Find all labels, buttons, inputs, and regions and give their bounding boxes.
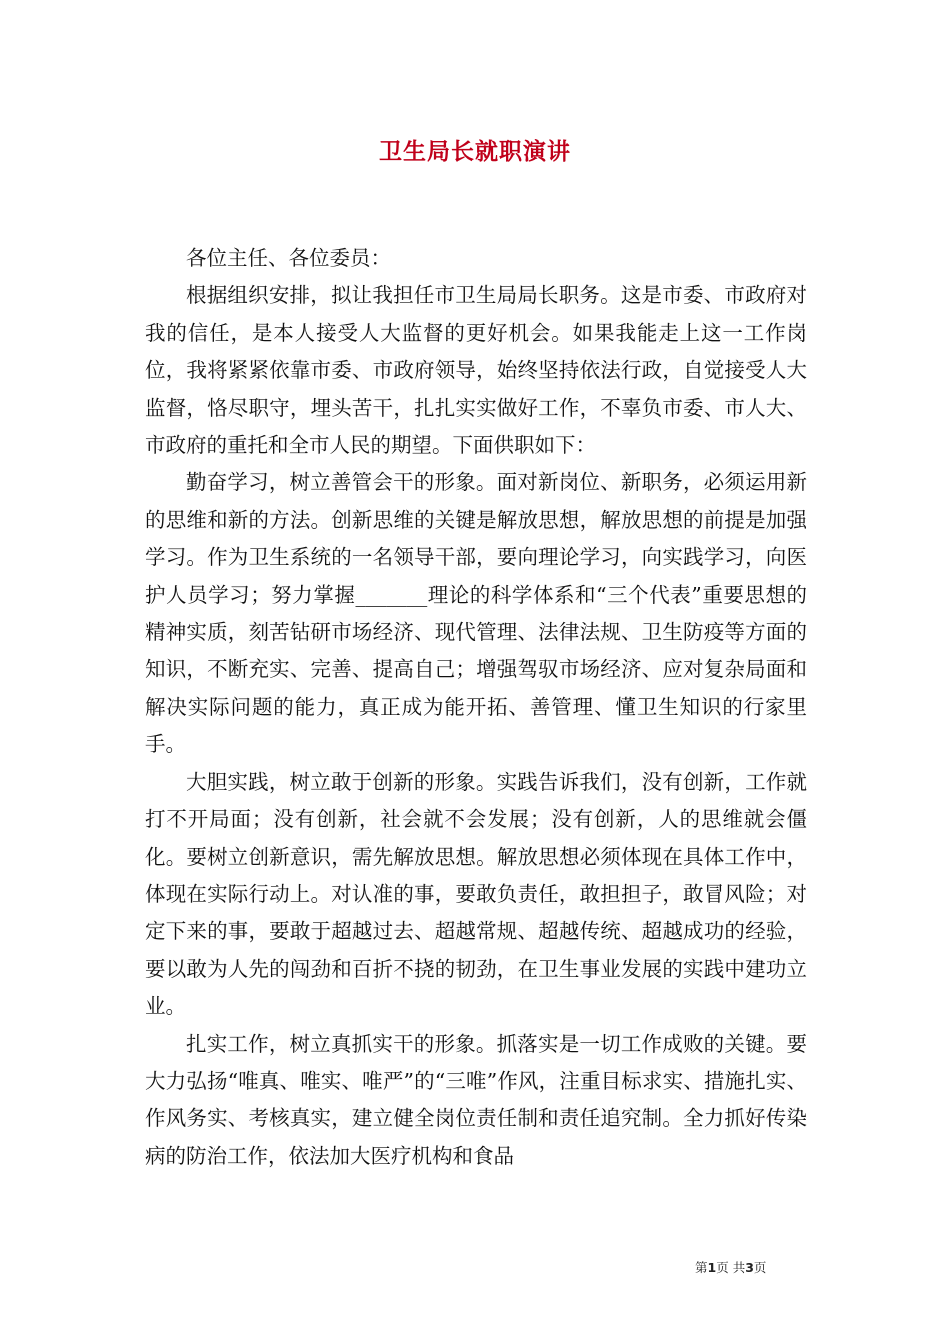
current-page-number: 1 [707, 1260, 717, 1275]
footer-suffix: 页 [753, 1260, 767, 1275]
page-number-footer [695, 1258, 815, 1276]
document-title: 卫生局长就职演讲 [379, 138, 571, 165]
salutation: 各位主任、各位委员： [186, 246, 391, 270]
paragraph-intro: 根据组织安排，拟让我担任市卫生局局长职务。这是市委、市政府对我的信任，是本人接受人大监督的更好机会。如果我能走上这一工作岗位，我将紧紧依靠市委、市政府领导，始终坚持依法行政，自觉接受人大监督，恪尽职守，埋头苦干，扎扎实实做好工作，不辜负市委、市人大、市政府的重托和全市人民的期望。下面供职如下： [145, 283, 807, 458]
document-body [145, 240, 807, 1175]
footer-middle: 页 共 [716, 1260, 746, 1275]
footer-prefix: 第 [695, 1260, 708, 1275]
paragraph-work: 扎实工作，树立真抓实干的形象。抓落实是一切工作成败的关键。要大力弘扬“唯真、唯实、唯严”的“三唯”作风，注重目标求实、措施扎实、作风务实、考核真实，建立健全岗位责任制和责任追究制。全力抓好传染病的防治工作，依法加大医疗机构和食品 [145, 1031, 807, 1168]
paragraph-practice: 大胆实践，树立敢于创新的形象。实践告诉我们，没有创新，工作就打不开局面；没有创新，社会就不会发展；没有创新，人的思维就会僵化。要树立创新意识，需先解放思想。解放思想必须体现在具体工作中，体现在实际行动上。对认准的事，要敢负责任，敢担担子，敢冒风险；对定下来的事，要敢于超越过去、超越常规、超越传统、超越成功的经验，要以敢为人先的闯劲和百折不挠的韧劲，在卫生事业发展的实践中建功立业。 [145, 769, 807, 1019]
paragraph-study: 勤奋学习，树立善管会干的形象。面对新岗位、新职务，必须运用新的思维和新的方法。创新思维的关键是解放思想，解放思想的前提是加强学习。作为卫生系统的一名领导干部，要向理论学习，向实践学习，向医护人员学习；努力掌握_______理论的科学体系和“三个代表”重要思想的精神实质，刻苦钻研市场经济、现代管理、法律法规、卫生防疫等方面的知识，不断充实、完善、提高自己；增强驾驭市场经济、应对复杂局面和解决实际问题的能力，真正成为能开拓、善管理、懂卫生知识的行家里手。 [145, 470, 807, 757]
total-pages-number: 3 [745, 1260, 754, 1275]
